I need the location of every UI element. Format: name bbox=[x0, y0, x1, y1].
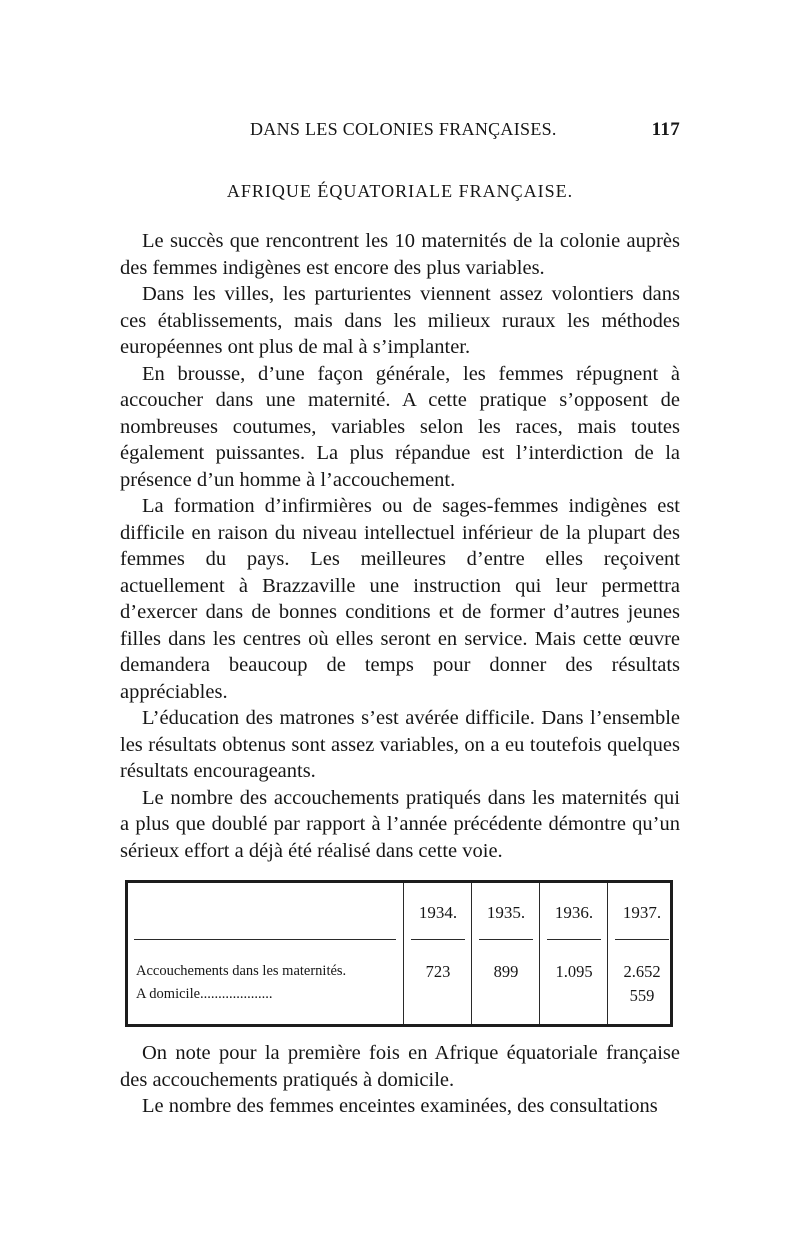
row-label-maternites: Accouchements dans les maternités. bbox=[136, 963, 347, 979]
paragraph: Le succès que rencontrent les 10 maternités de la colonie auprès des femmes indigènes est encore des plus variables. bbox=[120, 230, 680, 279]
row-label-domicile: A domicile.................... bbox=[136, 986, 273, 1002]
body-text-top bbox=[120, 228, 680, 864]
paragraph: L’éducation des matrones s’est avérée difficile. Dans l’ensemble les résultats obtenus sont assez variables, on a eu toutefois quelques résultats encourageants. bbox=[120, 707, 680, 782]
header-rule bbox=[479, 939, 533, 940]
paragraph: Dans les villes, les parturientes viennent assez volontiers dans ces établissements, mais dans les milieux ruraux les méthodes européennes ont plus de mal à s’implanter. bbox=[120, 283, 680, 358]
paragraph: On note pour la première fois en Afrique équatoriale française des accouchements pratiqués à domicile. bbox=[120, 1042, 680, 1091]
year-header: 1937. bbox=[622, 903, 662, 922]
page-number: 117 bbox=[651, 119, 680, 140]
value-cell: 2.652 bbox=[623, 962, 661, 981]
paragraph: Le nombre des accouchements pratiqués dans les maternités qui a plus que doublé par rapport à l’année précédente démontre qu’un sérieux effort a déjà été réalisé dans cette voie. bbox=[120, 786, 680, 862]
header-rule bbox=[547, 939, 601, 940]
year-header: 1934. bbox=[418, 903, 458, 922]
value-cell: 723 bbox=[425, 962, 451, 981]
value-cell: 559 bbox=[629, 986, 655, 1005]
header-rule bbox=[134, 939, 396, 940]
header-rule bbox=[615, 939, 669, 940]
year-header: 1936. bbox=[554, 903, 594, 922]
paragraph: La formation d’infirmières ou de sages-femmes indigènes est difficile en raison du niveau intellectuel inférieur de la plupart des femmes du pays. Les meilleures d’entre elles reçoivent actuellement à Brazzaville une instruction qui leur permettra d’exercer dans de bonnes conditions et de former d’autres jeunes filles dans les centres où elles seront en service. Mais cette œuvre demandera beaucoup de temps pour donner des résultats appréciables. bbox=[120, 495, 680, 703]
body-text-bottom bbox=[120, 1040, 680, 1120]
section-title: AFRIQUE ÉQUATORIALE FRANÇAISE. bbox=[226, 181, 574, 201]
value-cell: 899 bbox=[493, 962, 519, 981]
paragraph: En brousse, d’une façon générale, les femmes répugnent à accoucher dans une maternité. A cette pratique s’opposent de nombreuses coutumes, variables selon les races, mais toutes également puissantes. La plus répandue est l’interdiction de la présence d’un homme à l’accouchement. bbox=[120, 362, 680, 491]
header-rule bbox=[411, 939, 465, 940]
running-title: DANS LES COLONIES FRANÇAISES. bbox=[250, 119, 557, 139]
year-header: 1935. bbox=[486, 903, 526, 922]
value-cell: 1.095 bbox=[555, 962, 593, 981]
running-header bbox=[120, 119, 680, 143]
births-table bbox=[125, 880, 673, 1027]
paragraph: Le nombre des femmes enceintes examinées, des consultations bbox=[142, 1095, 658, 1117]
